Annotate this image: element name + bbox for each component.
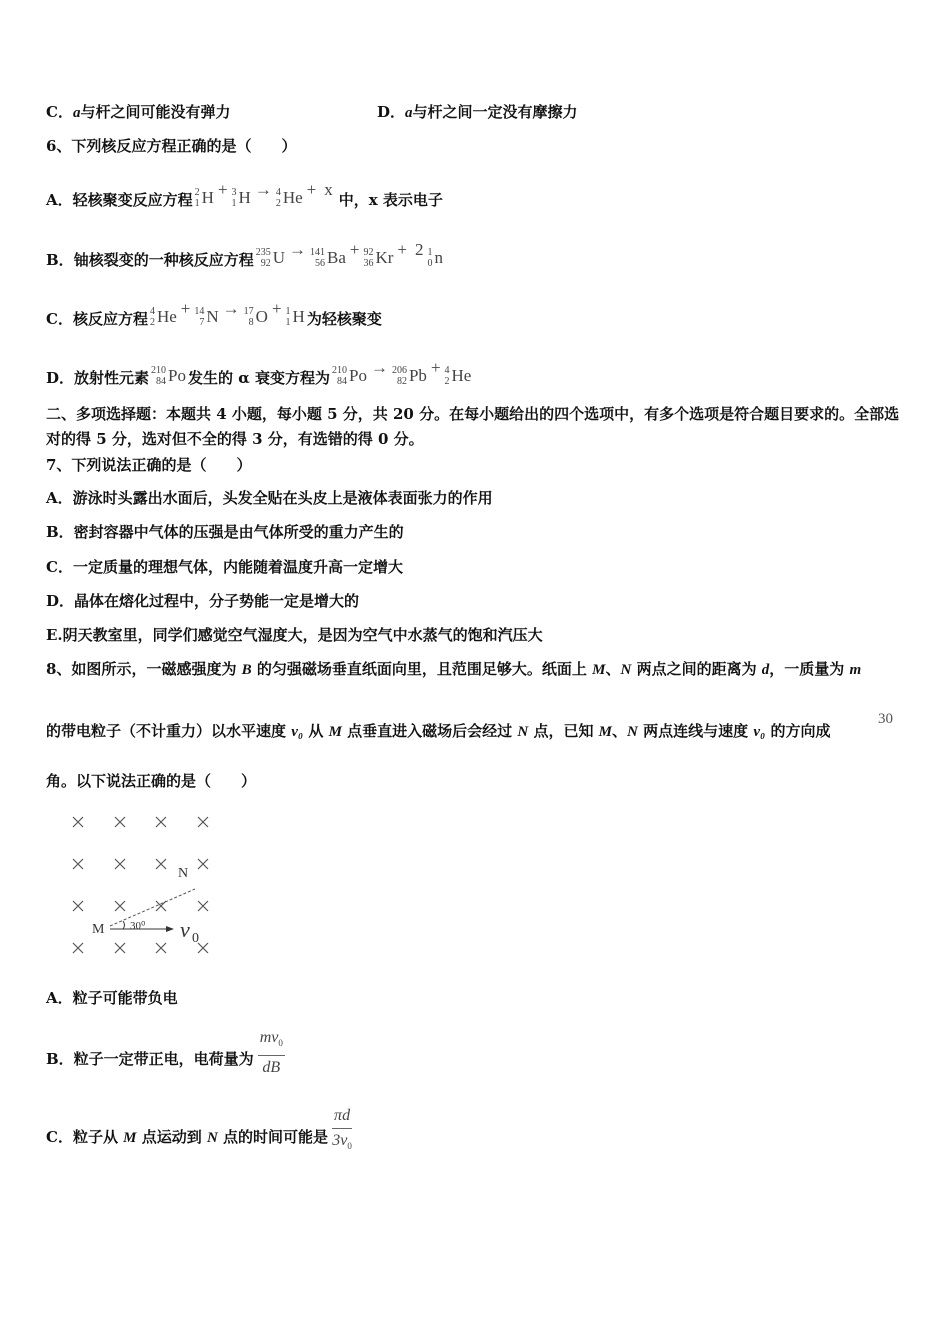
field-cross-icon bbox=[73, 901, 83, 911]
denominator: 3v bbox=[332, 1131, 348, 1149]
atomic-number: 1 bbox=[285, 317, 291, 328]
option-text: 中，x 表示电子 bbox=[338, 191, 443, 209]
option-text: 核反应方程 bbox=[72, 310, 148, 328]
field-cross-icon bbox=[198, 943, 208, 953]
text: 点运动到 bbox=[136, 1127, 207, 1146]
text: 两点之间的距离为 bbox=[631, 660, 762, 678]
nuclide bbox=[194, 306, 218, 328]
variable: M bbox=[592, 662, 606, 678]
subscript: 0 bbox=[278, 1038, 283, 1049]
mass-charge-numbers bbox=[151, 365, 166, 387]
charge-fraction bbox=[258, 1028, 285, 1078]
element-symbol: Kr bbox=[375, 248, 394, 267]
option-label: C． bbox=[46, 310, 73, 328]
option-label: B． bbox=[46, 251, 74, 269]
q6-stem: 6、下列核反应方程正确的是（ ） bbox=[46, 137, 297, 155]
var-m: M bbox=[123, 1129, 137, 1146]
formula-symbol: → bbox=[254, 180, 272, 199]
q7-stem: 7、下列说法正确的是（ ） bbox=[46, 456, 252, 474]
text: C．粒子从 bbox=[46, 1127, 124, 1146]
nuclide bbox=[276, 187, 303, 209]
q8-option-a[interactable]: A．粒子可能带负电 bbox=[46, 989, 178, 1007]
field-cross-icon bbox=[73, 859, 83, 869]
label-v-sub: 0 bbox=[192, 931, 199, 946]
mass-number: 4 bbox=[275, 187, 281, 198]
element-symbol: He bbox=[282, 188, 303, 207]
atomic-number: 1 bbox=[194, 198, 200, 209]
mass-charge-numbers bbox=[256, 247, 271, 269]
text: 的方向成 bbox=[765, 722, 831, 740]
variable: v₀ bbox=[753, 724, 766, 740]
nuclide bbox=[363, 247, 393, 269]
var-a: a bbox=[72, 105, 81, 121]
option-text: 铀核裂变的一种核反应方程 bbox=[73, 251, 254, 269]
text: 从 bbox=[303, 722, 329, 740]
nuclide bbox=[428, 247, 444, 269]
q5-option-d[interactable] bbox=[377, 102, 578, 123]
atomic-number: 36 bbox=[363, 258, 374, 269]
formula-symbol: + bbox=[349, 240, 360, 259]
formula-symbol: + bbox=[397, 240, 408, 259]
atomic-number: 0 bbox=[427, 258, 433, 269]
atomic-number: 8 bbox=[248, 317, 254, 328]
text: 点的时间可能是 bbox=[217, 1127, 329, 1146]
nuclear-equation bbox=[332, 358, 471, 387]
field-cross-icon bbox=[73, 943, 83, 953]
option-text bbox=[46, 1127, 328, 1148]
atomic-number: 7 bbox=[199, 317, 205, 328]
field-cross-icon bbox=[115, 859, 125, 869]
text: 、 bbox=[612, 722, 628, 740]
formula-symbol: + bbox=[180, 299, 191, 318]
mass-charge-numbers bbox=[310, 247, 325, 269]
element-symbol: O bbox=[255, 307, 268, 326]
mass-charge-numbers bbox=[276, 187, 281, 209]
element-symbol: H bbox=[201, 188, 214, 207]
q6-option-c[interactable] bbox=[46, 299, 382, 329]
mass-number: 141 bbox=[309, 247, 325, 258]
variable: M bbox=[328, 724, 342, 740]
field-cross-icon bbox=[198, 901, 208, 911]
time-fraction bbox=[332, 1106, 352, 1156]
section-2-heading: 二、多项选择题：本题共 4 小题，每小题 5 分，共 20 分。在每小题给出的四个选项中，有多个选项是符合题目要求的。全部选对的得 5 分，选对但不全的得 3 分，有选错的得 0 分。 bbox=[46, 405, 900, 448]
formula-symbol: → bbox=[222, 299, 240, 318]
atomic-number: 2 bbox=[444, 376, 450, 387]
q8-option-b[interactable] bbox=[46, 1028, 285, 1078]
option-text: 与杆之间一定没有摩擦力 bbox=[412, 103, 578, 121]
label-m: M bbox=[92, 922, 105, 937]
mass-charge-numbers bbox=[232, 187, 237, 209]
atomic-number: 2 bbox=[275, 198, 281, 209]
q8-stem-line1 bbox=[46, 659, 861, 680]
variable: M bbox=[598, 724, 613, 740]
nuclear-equation bbox=[195, 180, 337, 209]
numerator: mv bbox=[259, 1028, 279, 1046]
numerator: πd bbox=[332, 1106, 352, 1129]
nuclide bbox=[310, 247, 346, 269]
mass-charge-numbers bbox=[244, 306, 254, 328]
nuclide bbox=[151, 358, 186, 387]
text: ，一质量为 bbox=[769, 660, 850, 678]
q7-option[interactable]: A．游泳时头露出水面后，头发全贴在头皮上是液体表面张力的作用 bbox=[46, 489, 493, 507]
field-cross-icon bbox=[73, 817, 83, 827]
denominator: dB bbox=[262, 1059, 281, 1077]
element-symbol: U bbox=[272, 248, 285, 267]
formula-symbol: → bbox=[288, 240, 306, 259]
magnetic-field-figure bbox=[60, 805, 230, 965]
mass-charge-numbers bbox=[392, 365, 407, 387]
formula-symbol: + bbox=[271, 299, 282, 318]
nuclide bbox=[445, 365, 472, 387]
variable: m bbox=[849, 662, 862, 678]
nuclide bbox=[150, 306, 177, 328]
q7-option[interactable]: D．晶体在熔化过程中，分子势能一定是增大的 bbox=[46, 592, 360, 610]
variable: d bbox=[761, 662, 770, 678]
q6-option-d[interactable] bbox=[46, 358, 473, 388]
mass-number: 2 bbox=[194, 187, 200, 198]
nuclide bbox=[392, 365, 427, 387]
mass-charge-numbers bbox=[195, 187, 200, 209]
text: 、 bbox=[605, 660, 621, 678]
angle-arc bbox=[123, 921, 125, 929]
element-symbol: He bbox=[451, 366, 472, 385]
label-n: N bbox=[178, 866, 189, 881]
nuclide bbox=[195, 187, 214, 209]
q8-option-c[interactable] bbox=[46, 1106, 352, 1156]
q7-option[interactable]: B．密封容器中气体的压强是由气体所受的重力产生的 bbox=[46, 523, 404, 541]
variable: B bbox=[241, 662, 252, 678]
formula-symbol: 2 bbox=[415, 240, 424, 259]
mass-number: 210 bbox=[332, 365, 347, 376]
text: 点垂直进入磁场后会经过 bbox=[341, 722, 518, 740]
option-label: D． bbox=[46, 369, 75, 387]
mass-number: 210 bbox=[151, 365, 167, 376]
formula-symbol: + bbox=[306, 180, 317, 199]
field-cross-icon bbox=[156, 901, 166, 911]
field-cross-icon bbox=[156, 817, 166, 827]
nuclide bbox=[332, 365, 367, 387]
element-symbol: N bbox=[206, 307, 219, 326]
element-symbol: He bbox=[156, 307, 177, 326]
mass-charge-numbers bbox=[428, 247, 433, 269]
option-text: 轻核聚变反应方程 bbox=[72, 191, 193, 209]
text: 8、如图所示，一磁感强度为 bbox=[46, 660, 242, 678]
mass-charge-numbers bbox=[286, 306, 291, 328]
nuclide bbox=[244, 306, 268, 328]
text: 的匀强磁场垂直纸面向里，且范围足够大。纸面上 bbox=[251, 660, 593, 678]
atomic-number: 92 bbox=[260, 258, 271, 269]
field-cross-icon bbox=[156, 859, 166, 869]
mass-number: 4 bbox=[444, 365, 450, 376]
var-n: N bbox=[206, 1129, 218, 1146]
label-v: v bbox=[180, 917, 190, 942]
mass-number: 4 bbox=[149, 306, 155, 317]
option-text: 发生的 α 衰变方程为 bbox=[188, 369, 330, 387]
field-cross-icon bbox=[198, 859, 208, 869]
atomic-number: 2 bbox=[149, 317, 155, 328]
variable: v₀ bbox=[291, 724, 304, 740]
option-label: A． bbox=[46, 191, 73, 209]
nuclear-equation bbox=[256, 240, 443, 269]
option-text: B．粒子一定带正电，电荷量为 bbox=[46, 1050, 254, 1068]
q6-option-a[interactable] bbox=[46, 180, 443, 210]
mass-number: 1 bbox=[285, 306, 291, 317]
mass-number: 92 bbox=[363, 247, 374, 258]
atomic-number: 1 bbox=[231, 198, 237, 209]
field-cross-icon bbox=[115, 817, 125, 827]
variable: N bbox=[627, 724, 638, 740]
formula-symbol: x bbox=[324, 180, 333, 199]
q7-option[interactable]: C．一定质量的理想气体，内能随着温度升高一定增大 bbox=[46, 558, 403, 576]
q6-option-b[interactable] bbox=[46, 240, 445, 270]
q8-stem-line2 bbox=[46, 721, 830, 742]
mass-number: 206 bbox=[391, 365, 407, 376]
option-label: C． bbox=[46, 103, 73, 121]
variable: N bbox=[620, 662, 632, 678]
field-cross-icon bbox=[115, 943, 125, 953]
mass-charge-numbers bbox=[332, 365, 347, 387]
element-symbol: n bbox=[434, 248, 444, 267]
variable: N bbox=[517, 724, 529, 740]
label-angle: 30⁰ bbox=[130, 920, 146, 932]
mass-number: 3 bbox=[231, 187, 237, 198]
text: 点，已知 bbox=[528, 722, 599, 740]
mass-number: 1 bbox=[427, 247, 433, 258]
q5-option-c[interactable] bbox=[46, 102, 230, 123]
element-symbol: Po bbox=[349, 366, 367, 385]
atomic-number: 84 bbox=[337, 376, 347, 387]
option-text: 与杆之间可能没有弹力 bbox=[80, 103, 231, 121]
nuclide bbox=[232, 187, 251, 209]
subscript: 0 bbox=[347, 1141, 352, 1152]
mass-number: 17 bbox=[243, 306, 254, 317]
mass-number: 235 bbox=[255, 247, 271, 258]
atomic-number: 82 bbox=[396, 376, 407, 387]
mass-charge-numbers bbox=[363, 247, 373, 269]
nuclear-equation bbox=[150, 299, 305, 328]
element-symbol: H bbox=[292, 307, 305, 326]
field-cross-icon bbox=[198, 817, 208, 827]
atomic-number: 84 bbox=[156, 376, 167, 387]
nuclide bbox=[151, 365, 186, 387]
mass-number: 14 bbox=[194, 306, 205, 317]
nuclide bbox=[286, 306, 305, 328]
option-text: 放射性元素 bbox=[74, 369, 150, 387]
formula-symbol: + bbox=[430, 358, 441, 377]
q7-option[interactable]: E.阴天教室里，同学们感觉空气湿度大，是因为空气中水蒸气的饱和汽压大 bbox=[46, 626, 543, 644]
option-label: D． bbox=[377, 103, 406, 121]
angle-value: 30 bbox=[878, 711, 893, 727]
mass-charge-numbers bbox=[150, 306, 155, 328]
element-symbol: H bbox=[238, 188, 251, 207]
atomic-number: 56 bbox=[314, 258, 325, 269]
element-symbol: Ba bbox=[326, 248, 346, 267]
option-text: 为轻核聚变 bbox=[306, 310, 382, 328]
var-a: a bbox=[405, 105, 413, 121]
element-symbol: Pb bbox=[408, 366, 427, 385]
q8-stem-line3: 角。以下说法正确的是（ ） bbox=[46, 772, 257, 790]
field-cross-icon bbox=[156, 943, 166, 953]
field-cross-icon bbox=[115, 901, 125, 911]
formula-symbol: → bbox=[370, 358, 388, 377]
mass-charge-numbers bbox=[194, 306, 204, 328]
arrow-head-icon bbox=[166, 926, 174, 932]
element-symbol: Po bbox=[168, 366, 186, 385]
formula-symbol: + bbox=[217, 180, 228, 199]
nuclide bbox=[256, 247, 285, 269]
mass-charge-numbers bbox=[445, 365, 450, 387]
text: 两点连线与速度 bbox=[637, 722, 754, 740]
text: 的带电粒子（不计重力）以水平速度 bbox=[46, 722, 292, 740]
